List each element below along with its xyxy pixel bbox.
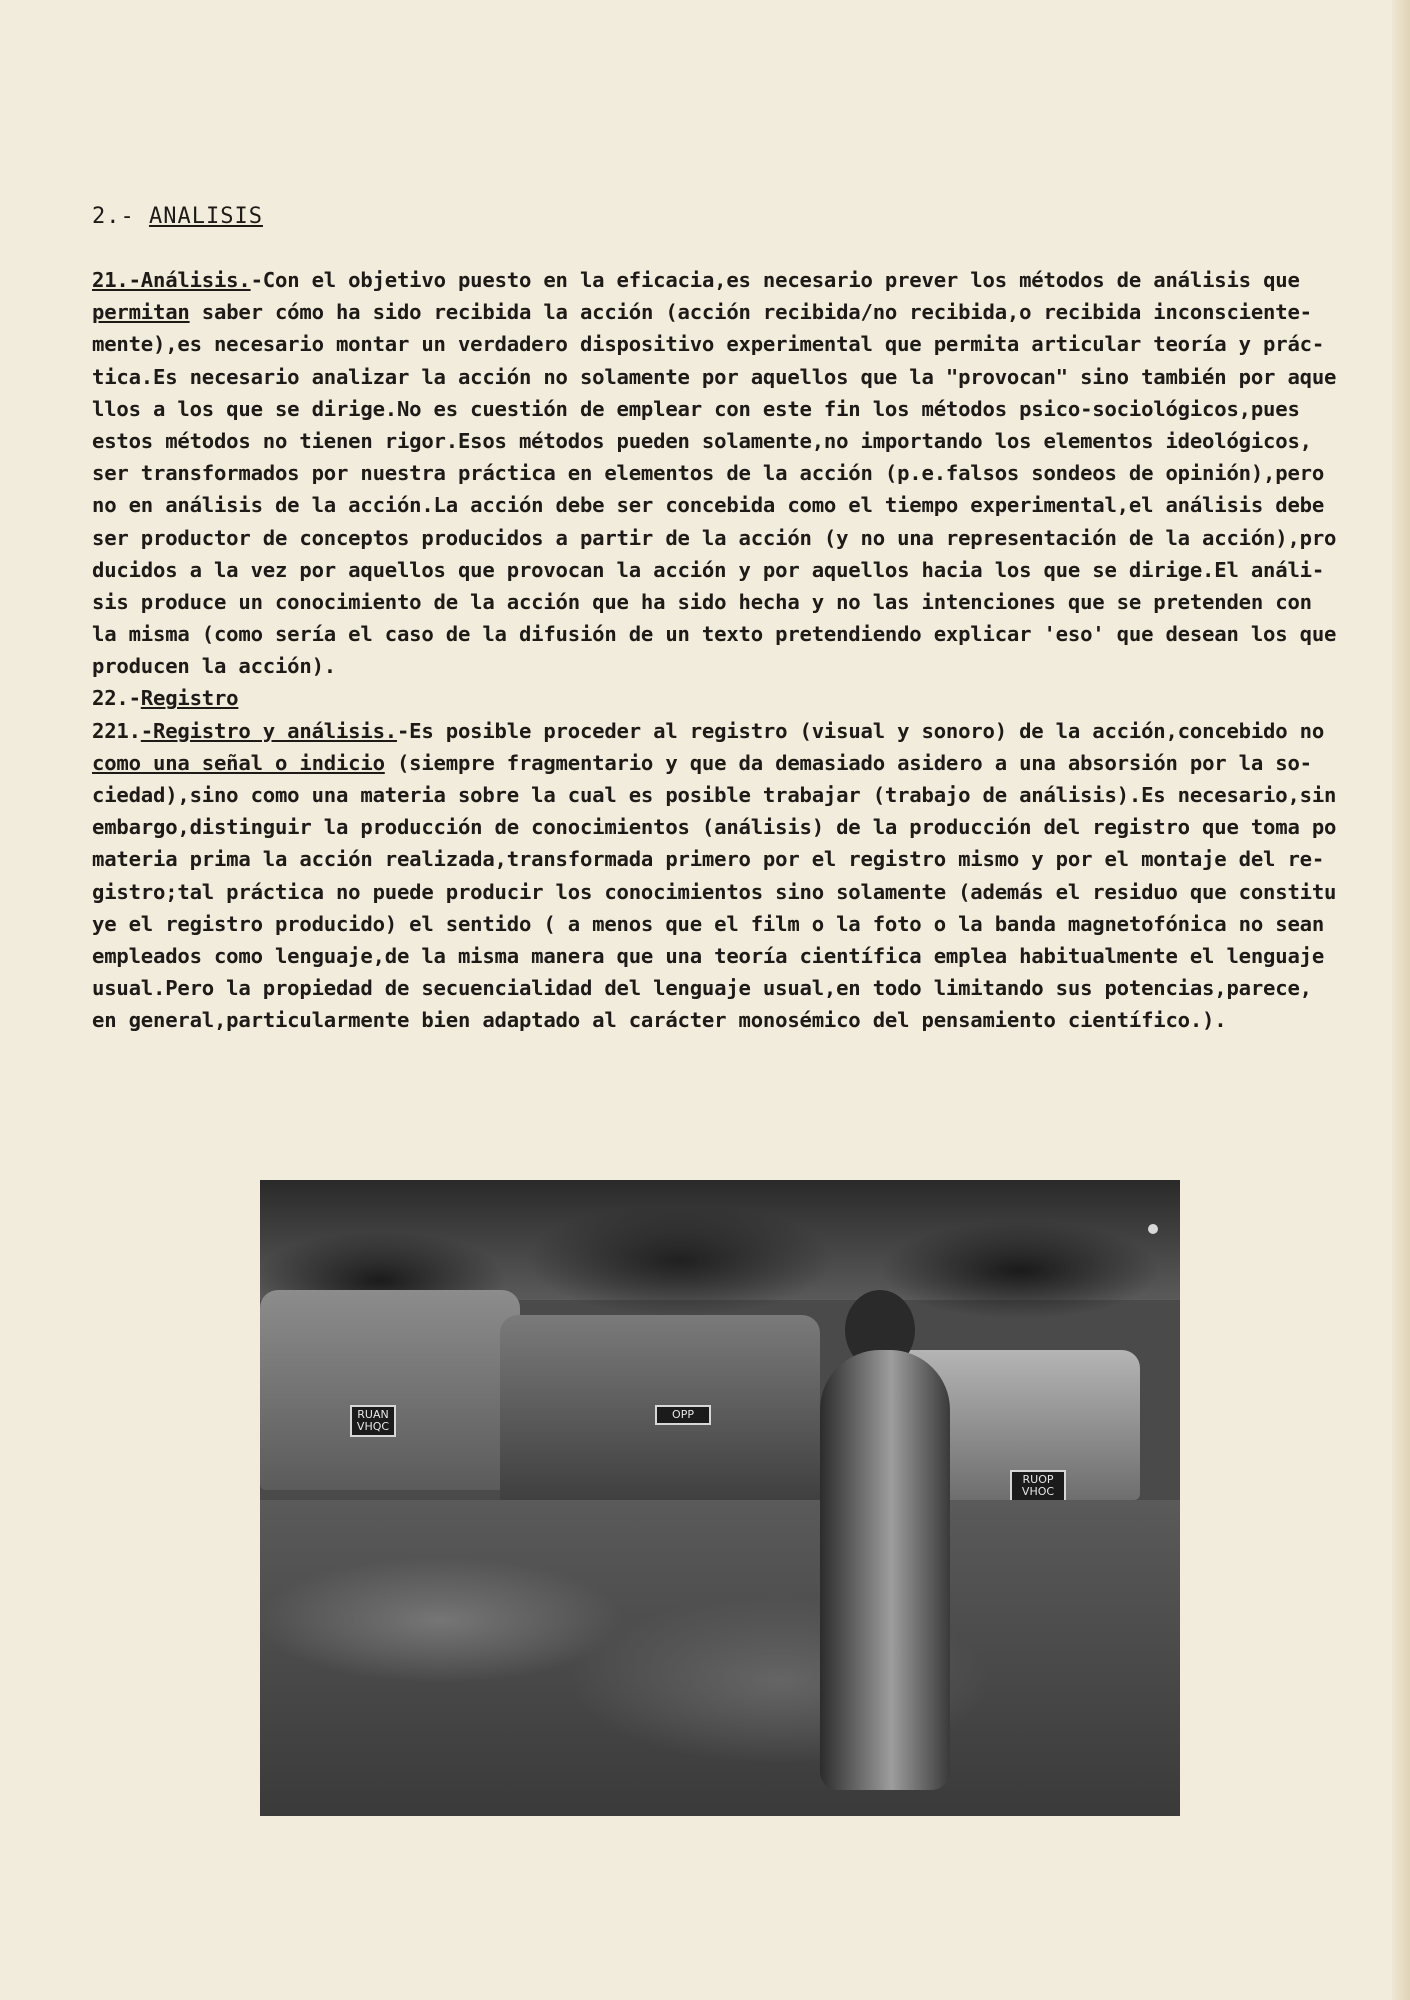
line-text: llos a los que se dirige.No es cuestión de emplear con este fin los métodos psico-sociológicos,pues — [92, 396, 1300, 421]
line-text: ser productor de conceptos producidos a partir de la acción (y no una representación de la acción),pro — [92, 525, 1337, 550]
photo-mark — [1148, 1224, 1158, 1234]
line-text: 22.- — [92, 686, 141, 711]
line-text: empleados como lenguaje,de la misma manera que una teoría científica emplea habitualmente el lenguaje — [92, 943, 1325, 968]
line-text: sis produce un conocimiento de la acción que ha sido hecha y no las intenciones que se pretenden con — [92, 589, 1312, 614]
text-line — [92, 811, 1402, 843]
underlined-text: como una señal o indicio — [92, 750, 385, 775]
text-line — [92, 586, 1402, 618]
line-text: gistro;tal práctica no puede producir los conocimientos sino solamente (además el residuo que constitu — [92, 879, 1337, 904]
section-number: 2.- — [92, 204, 149, 229]
text-line — [92, 843, 1402, 875]
line-text: ciedad),sino como una materia sobre la cual es posible trabajar (trabajo de análisis).Es necesario,sin — [92, 783, 1337, 807]
text-line — [92, 457, 1402, 489]
line-text: no en análisis de la acción.La acción debe ser concebida como el tiempo experimental,el análisis debe — [92, 493, 1325, 518]
underlined-text: -Registro y análisis. — [140, 718, 397, 743]
line-text: saber cómo ha sido recibida la acción (acción recibida/no recibida,o recibida inconsciente- — [189, 300, 1312, 325]
text-line — [92, 264, 1402, 296]
line-text: (siempre fragmentario y que da demasiado asidero a una absorsión por la so- — [384, 750, 1312, 775]
text-line — [92, 940, 1402, 972]
line-text: embargo,distinguir la producción de conocimientos (análisis) de la producción del registro que toma po — [92, 815, 1337, 840]
line-text: tica.Es necesario analizar la acción no solamente por aquellos que la "provocan" sino también por aque — [92, 364, 1337, 389]
line-text: -Es posible proceder al registro (visual y sonoro) de la acción,concebido no — [396, 718, 1325, 743]
line-text: en general,particularmente bien adaptado al carácter monosémico del pensamiento científico.). — [92, 1008, 1227, 1033]
license-plate: RUOP VHOC — [1010, 1470, 1066, 1502]
photo-person — [820, 1350, 950, 1790]
text-line — [92, 650, 1402, 682]
text-line — [92, 554, 1402, 586]
text-line — [92, 1004, 1402, 1036]
text-line — [92, 328, 1402, 360]
text-line — [92, 393, 1402, 425]
text-line — [92, 296, 1402, 328]
line-text: la misma (como sería el caso de la difusión de un texto pretendiendo explicar 'eso' que desean los que — [92, 622, 1337, 647]
text-line — [92, 489, 1402, 521]
underlined-text: permitan — [92, 300, 190, 325]
photo-car-left — [260, 1290, 520, 1490]
line-text: ye el registro producido) el sentido ( a menos que el film o la foto o la banda magnetofónica no sean — [92, 911, 1325, 936]
text-line — [92, 779, 1402, 811]
section-title: ANALISIS — [148, 204, 263, 229]
text-line — [92, 618, 1402, 650]
line-text: mente),es necesario montar un verdadero dispositivo experimental que permita articular teoría y prác- — [92, 332, 1325, 357]
underlined-text: 21.-Análisis. — [92, 268, 251, 292]
line-text: materia prima la acción realizada,transformada primero por el registro mismo y por el montaje del re- — [92, 847, 1325, 872]
text-line — [92, 747, 1402, 779]
text-line — [92, 908, 1402, 940]
text-line — [92, 972, 1402, 1004]
line-text: estos métodos no tienen rigor.Esos métodos pueden solamente,no importando los elementos ideológicos, — [92, 428, 1312, 453]
text-line — [92, 876, 1402, 908]
section-heading — [92, 204, 263, 229]
line-text: -Con el objetivo puesto en la eficacia,es necesario prever los métodos de análisis que — [250, 268, 1300, 292]
text-line — [92, 425, 1402, 457]
photo-ground — [260, 1500, 1180, 1816]
text-line — [92, 361, 1402, 393]
license-plate: OPP — [655, 1405, 711, 1425]
line-text: 221. — [92, 718, 141, 743]
text-line — [92, 522, 1402, 554]
line-text: producen la acción). — [92, 654, 336, 679]
text-line — [92, 715, 1402, 747]
license-plate: RUAN VHQC — [350, 1405, 396, 1437]
line-text: ser transformados por nuestra práctica en elementos de la acción (p.e.falsos sondeos de opinión),pero — [92, 461, 1325, 486]
body-text — [92, 264, 1402, 1037]
text-line — [92, 682, 1402, 714]
line-text: usual.Pero la propiedad de secuencialidad del lenguaje usual,en todo limitando sus potencias,parece, — [92, 976, 1312, 1001]
halftone-photograph — [260, 1180, 1180, 1816]
line-text: ducidos a la vez por aquellos que provocan la acción y por aquellos hacia los que se dirige.El análi- — [92, 557, 1325, 582]
underlined-text: Registro — [140, 686, 239, 711]
